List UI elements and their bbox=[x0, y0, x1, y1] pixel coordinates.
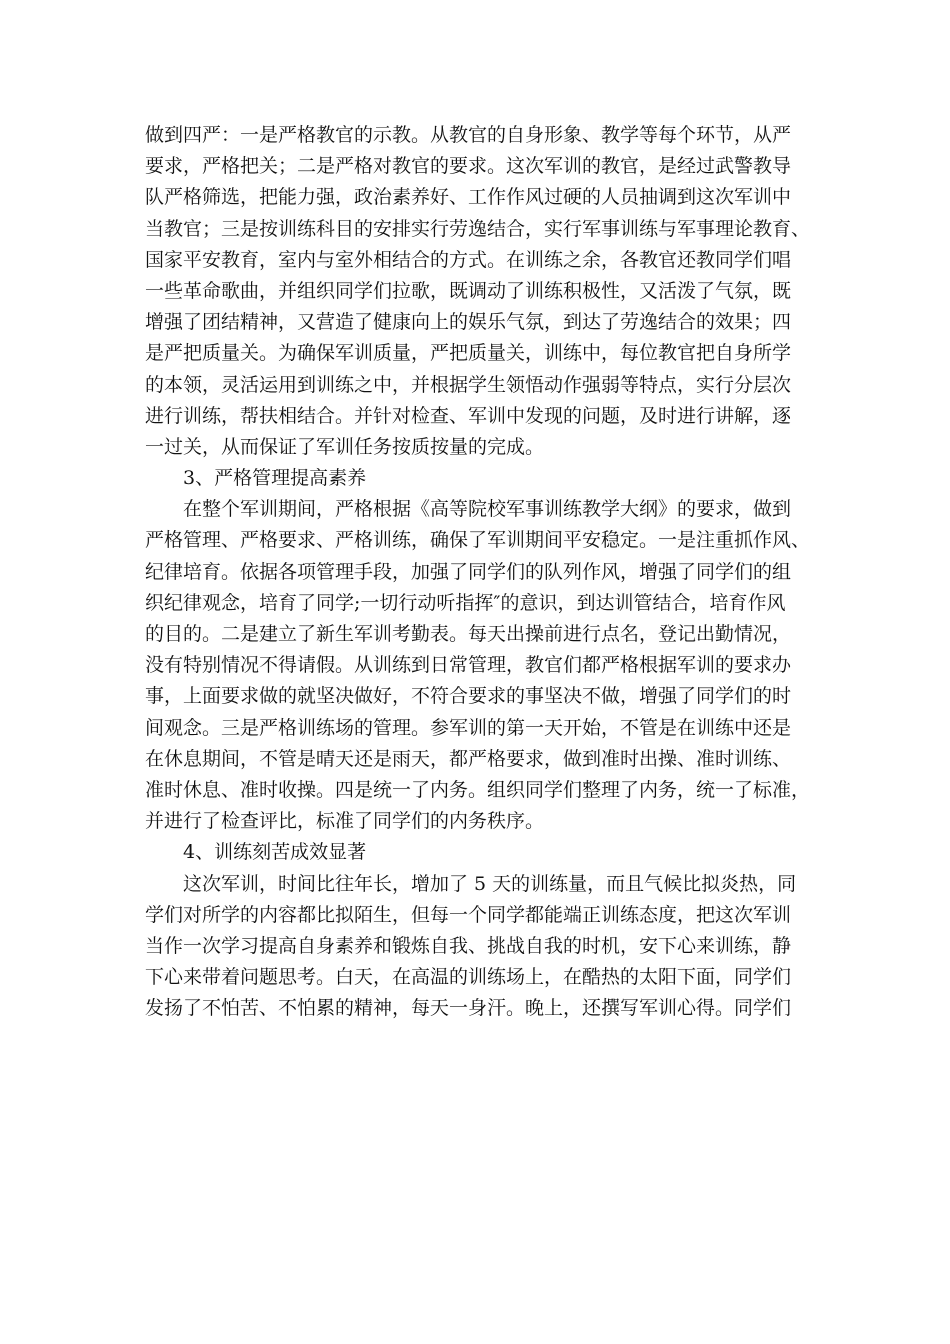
text-line: 的目的。二是建立了新生军训考勤表。每天出操前进行点名，登记出勤情况， bbox=[145, 623, 792, 645]
text-line: 没有特别情况不得请假。从训练到日常管理，教官们都严格根据军训的要求办 bbox=[145, 654, 792, 677]
text-line: 学们对所学的内容都比拟陌生，但每一个同学都能端正训练态度，把这次军训 bbox=[145, 903, 792, 926]
text-line: 做到四严：一是严格教官的示教。从教官的自身形象、教学等每个环节，从严 bbox=[145, 124, 792, 146]
text-line: 3、严格管理提高素养 bbox=[183, 467, 367, 490]
text-line: 间观念。三是严格训练场的管理。参军训的第一天开始，不管是在训练中还是 bbox=[145, 716, 792, 739]
text-line: 是严把质量关。为确保军训质量，严把质量关，训练中，每位教官把自身所学 bbox=[145, 342, 792, 365]
text-line: 事，上面要求做的就坚决做好，不符合要求的事坚决不做，增强了同学们的时 bbox=[145, 685, 792, 708]
text-line: 国家平安教育，室内与室外相结合的方式。在训练之余，各教官还教同学们唱 bbox=[145, 248, 792, 271]
text-line: 发扬了不怕苦、不怕累的精神，每天一身汗。晚上，还撰写军训心得。同学们 bbox=[145, 997, 792, 1020]
text-line: 队严格筛选，把能力强，政治素养好、工作作风过硬的人员抽调到这次军训中 bbox=[145, 186, 792, 209]
text-line: 这次军训，时间比往年长，增加了 5 天的训练量，而且气候比拟炎热，同 bbox=[183, 872, 797, 895]
text-line: 要求，严格把关；二是严格对教官的要求。这次军训的教官，是经过武警教导 bbox=[145, 155, 792, 178]
text-line: 在休息期间，不管是晴天还是雨天，都严格要求，做到准时出操、准时训练、 bbox=[145, 747, 792, 770]
text-line: 当作一次学习提高自身素养和锻炼自我、挑战自我的时机，安下心来训练，静 bbox=[145, 934, 792, 957]
text-line: 进行训练，帮扶相结合。并针对检查、军训中发现的问题，及时进行讲解，逐 bbox=[145, 404, 792, 427]
text-line: 下心来带着问题思考。白天，在高温的训练场上，在酷热的太阳下面，同学们 bbox=[145, 966, 792, 989]
text-line: 4、训练刻苦成效显著 bbox=[183, 841, 367, 864]
text-line: 严格管理、严格要求、严格训练，确保了军训期间平安稳定。一是注重抓作风、 bbox=[145, 529, 811, 552]
text-line: 一过关，从而保证了军训任务按质按量的完成。 bbox=[145, 435, 545, 458]
text-line: 在整个军训期间，严格根据《高等院校军事训练教学大纲》的要求，做到 bbox=[183, 498, 792, 521]
text-line: 准时休息、准时收操。四是统一了内务。组织同学们整理了内务，统一了标准， bbox=[145, 778, 811, 801]
text-line: 一些革命歌曲，并组织同学们拉歌，既调动了训练积极性，又活泼了气氛，既 bbox=[145, 279, 792, 302]
text-line: 并进行了检查评比，标准了同学们的内务秩序。 bbox=[145, 810, 545, 833]
text-line: 增强了团结精神，又营造了健康向上的娱乐气氛，到达了劳逸结合的效果；四 bbox=[145, 311, 792, 334]
text-line: 织纪律观念，培育了同学;一切行动听指挥″的意识，到达训管结合，培育作风 bbox=[145, 591, 786, 614]
text-line: 的本领，灵活运用到训练之中，并根据学生领悟动作强弱等特点，实行分层次 bbox=[145, 373, 792, 396]
text-line: 纪律培育。依据各项管理手段，加强了同学们的队列作风，增强了同学们的组 bbox=[145, 560, 792, 583]
text-line: 当教官；三是按训练科目的安排实行劳逸结合，实行军事训练与军事理论教育、 bbox=[145, 217, 811, 240]
document-body bbox=[145, 120, 810, 1024]
